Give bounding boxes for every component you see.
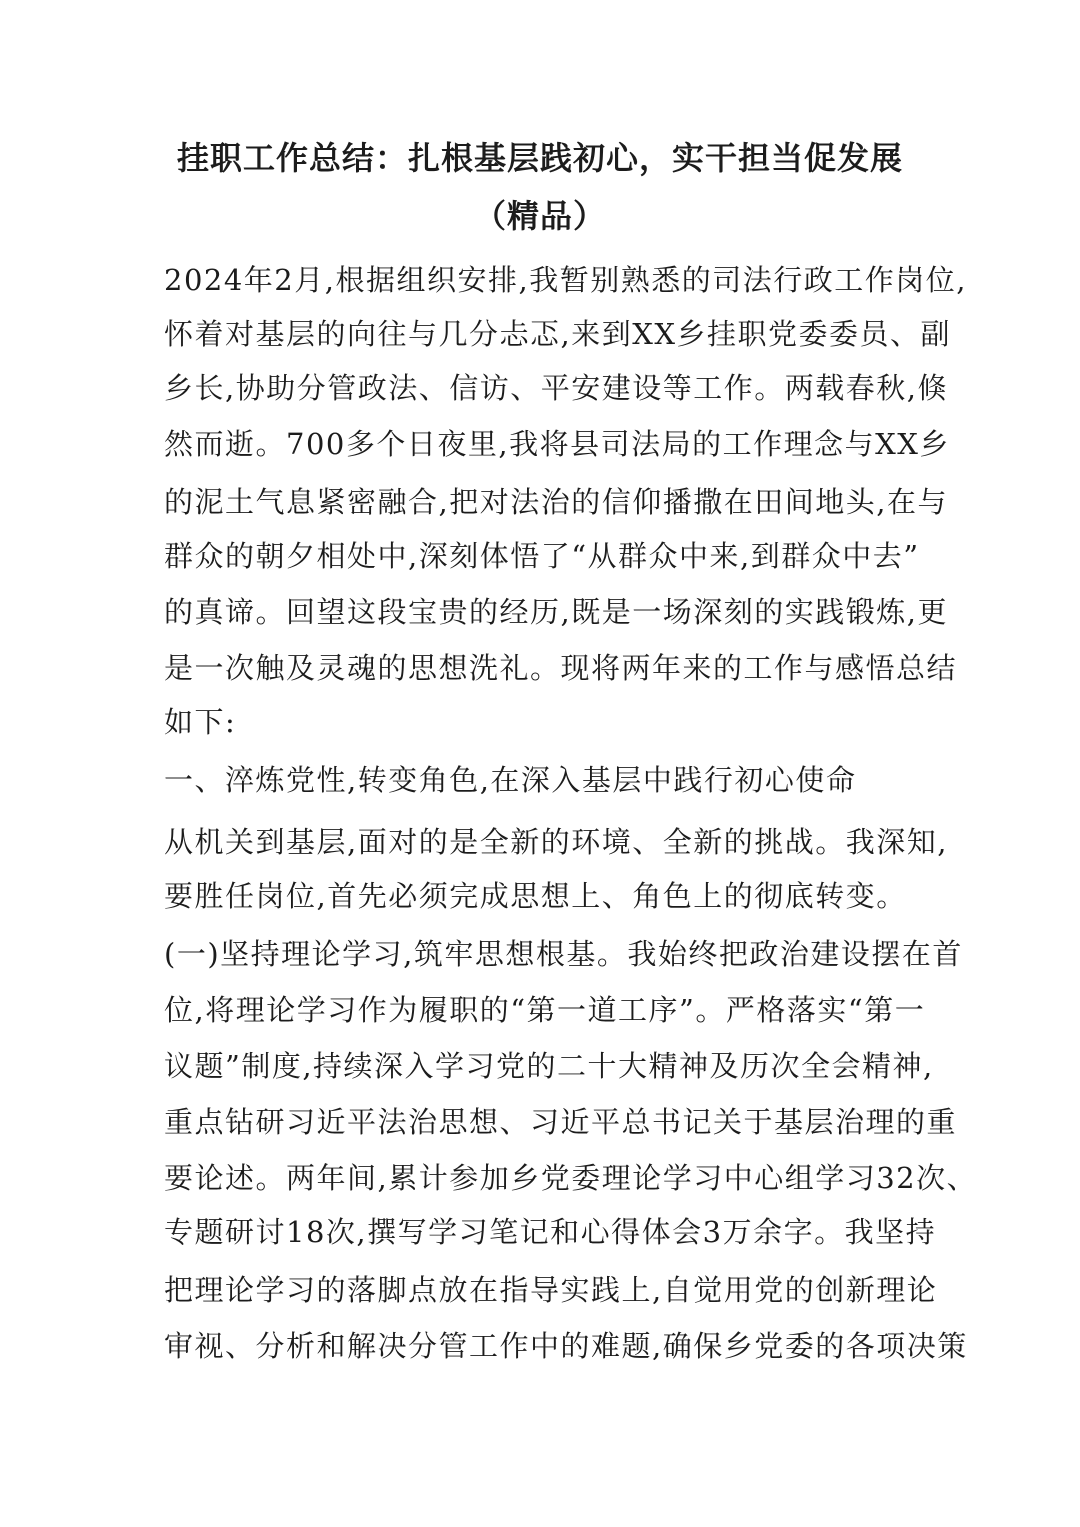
body-line-7: 的真谛。回望这段宝贵的经历,既是一场深刻的实践锻炼,更 bbox=[164, 595, 948, 629]
body-line-11: 从机关到基层,面对的是全新的环境、全新的挑战。我深知, bbox=[164, 825, 948, 859]
section-heading-1: 一、淬炼党性,转变角色,在深入基层中践行初心使命 bbox=[164, 763, 857, 797]
body-line-16: 重点钻研习近平法治思想、习近平总书记关于基层治理的重 bbox=[164, 1105, 958, 1139]
document-title-suffix: （精品） bbox=[473, 197, 606, 235]
body-line-18: 专题研讨18次,撰写学习笔记和心得体会3万余字。我坚持 bbox=[164, 1215, 937, 1249]
body-line-13: (一)坚持理论学习,筑牢思想根基。我始终把政治建设摆在首 bbox=[164, 937, 963, 971]
body-line-6: 群众的朝夕相处中,深刻体悟了“从群众中来,到群众中去” bbox=[164, 539, 920, 573]
body-line-9: 如下: bbox=[164, 705, 237, 739]
body-line-4: 然而逝。700多个日夜里,我将县司法局的工作理念与XX乡 bbox=[164, 427, 950, 461]
body-line-19: 把理论学习的落脚点放在指导实践上,自觉用党的创新理论 bbox=[164, 1273, 938, 1307]
body-line-1: 2024年2月,根据组织安排,我暂别熟悉的司法行政工作岗位, bbox=[164, 263, 967, 297]
body-line-14: 位,将理论学习作为履职的“第一道工序”。严格落实“第一 bbox=[164, 993, 926, 1027]
body-line-5: 的泥土气息紧密融合,把对法治的信仰播撒在田间地头,在与 bbox=[164, 485, 948, 519]
document-title: 挂职工作总结：扎根基层践初心，实干担当促发展 bbox=[176, 139, 903, 177]
body-line-15: 议题”制度,持续深入学习党的二十大精神及历次全会精神, bbox=[164, 1049, 934, 1083]
body-line-3: 乡长,协助分管政法、信访、平安建设等工作。两载春秋,倏 bbox=[164, 371, 948, 405]
body-line-2: 怀着对基层的向往与几分忐忑,来到XX乡挂职党委委员、副 bbox=[164, 317, 952, 351]
body-line-20: 审视、分析和解决分管工作中的难题,确保乡党委的各项决策 bbox=[164, 1329, 968, 1363]
body-line-17: 要论述。两年间,累计参加乡党委理论学习中心组学习32次、 bbox=[164, 1161, 978, 1195]
body-line-8: 是一次触及灵魂的思想洗礼。现将两年来的工作与感悟总结 bbox=[164, 651, 958, 685]
body-line-12: 要胜任岗位,首先必须完成思想上、角色上的彻底转变。 bbox=[164, 879, 907, 913]
